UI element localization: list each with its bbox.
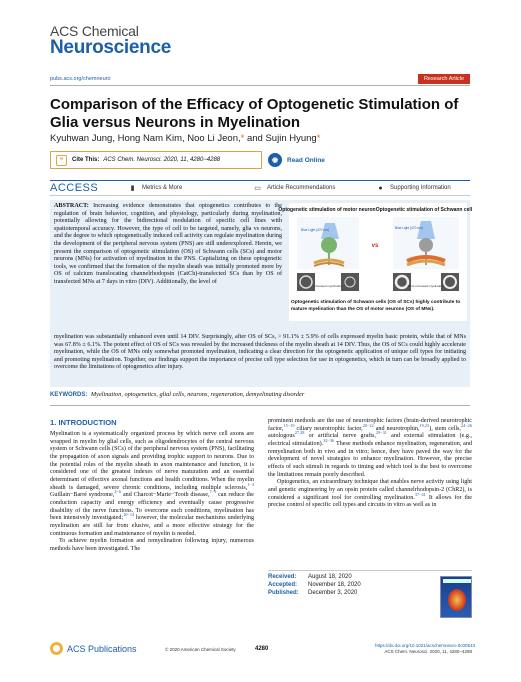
- text-run: ), stem cells,: [429, 425, 461, 432]
- bar-chart-icon: ▮: [130, 184, 135, 192]
- info-dot-icon: ●: [378, 184, 383, 192]
- toc-right-sub: More increased myelination: [407, 284, 445, 288]
- text-run: however, the molecular mechanisms underlying myelination are still far from elusive, and a more effective strategy for the continuous formation and maintenance of myelin is needed.: [50, 515, 254, 537]
- text-run: and external stimulation (e.g., electrical stimulation).: [268, 433, 472, 448]
- received-date: August 18, 2020: [308, 574, 352, 580]
- intro-paragraph-2-continued: [268, 418, 472, 479]
- cite-this-box[interactable]: [50, 151, 262, 169]
- authors-text: Kyuhwan Jung, Hong Nam Kim, Noo Li Jeon,: [50, 133, 241, 144]
- text-run: Optogenetics, an extraordinary technique that enables nerve activity using light and genetic engineering by an opsin protein called channelrhodopsin-2 (ChR2), is considered a significant tool for controlling myelination.: [268, 479, 472, 501]
- reference-link[interactable]: 37−41: [414, 491, 426, 497]
- abstract-label: ABSTRACT:: [54, 203, 89, 209]
- accepted-label: Accepted:: [268, 582, 298, 588]
- cite-label: Cite This:: [72, 157, 100, 163]
- received-label: Received:: [268, 574, 297, 580]
- quote-icon: ❝: [56, 155, 67, 166]
- text-run: These methods enhance myelination, regeneration, and remyelination both in vivo and in vitro; hence, they have paved the way for the development of novel strategies to enhance myelination. However, the precise effects of such stimuli in regards to timing and which tool is the best to overcome the limitations remain poorly described.: [268, 441, 472, 478]
- reference-link[interactable]: 29−31: [375, 430, 387, 436]
- globe-icon: ◉: [268, 153, 282, 167]
- body-column-left: [50, 431, 254, 554]
- text-run: prominent methods are the use of neurotrophic factors (brain-derived neurotrophic factor,: [268, 418, 472, 432]
- cover-image: [448, 589, 466, 611]
- received-date-row: [268, 573, 398, 581]
- page-number: 4280: [255, 646, 269, 652]
- reference-link[interactable]: 1−3: [247, 481, 254, 487]
- header-bar: [50, 74, 470, 86]
- reference-link[interactable]: 20−22: [362, 422, 374, 428]
- metrics-label: Metrics & More: [142, 185, 183, 191]
- reference-link[interactable]: 10−14: [123, 512, 135, 518]
- journal-logo-line1: ACS Chemical: [50, 23, 139, 39]
- introduction-heading: 1. INTRODUCTION: [50, 418, 117, 427]
- acs-publications-logo[interactable]: [50, 642, 137, 655]
- keywords-label: KEYWORDS:: [50, 392, 88, 398]
- acs-logo-icon: [50, 642, 63, 655]
- toc-right-heading: Optogenetic stimulation of Schwann cell: [375, 207, 473, 213]
- journal-url-link[interactable]: pubs.acs.org/chemneuro: [50, 76, 111, 82]
- read-online-button[interactable]: [268, 151, 348, 169]
- reference-link[interactable]: 7−9: [209, 489, 217, 495]
- section-divider: [50, 405, 470, 406]
- cite-reference: ACS Chem. Neurosci. 2020, 11, 4280−4288: [103, 157, 221, 163]
- article-recommendations-button[interactable]: [253, 185, 376, 192]
- keywords-line: [50, 391, 470, 398]
- intro-paragraph-2: To achieve myelin formation and remyelination following injury, numerous methods have been investigated. The: [50, 538, 254, 552]
- abstract-continuation: myelination was substantially enhanced even until 14 DIV. Surprisingly, after OS of SCs, > 91.1% ± 5.9% of cells expressed myelin basic protein, while that of MNs was 67.8% ± 6.1%. The potent effect of OS of SCs was revealed by the increased thickness of the myelin sheath at 14 DIV. Thus, the OS of SCs could highly accelerate myelination, while the OS of MNs only somewhat promoted myelination, indicating a clear direction for the optogenetic application of unique cell types for initiating and promoting myelination. Together, our findings support the importance of precise cell type selection for use in optogenetics, which in turn can be broadly applied to overcome the limitations of optogenetics after injury.: [54, 334, 466, 371]
- reference-link[interactable]: 15−19: [283, 422, 295, 428]
- recommendations-label: Article Recommendations: [267, 185, 336, 191]
- motor-neuron-panel: [297, 217, 359, 269]
- footer-citation: ACS Chem. Neurosci. 2020, 11, 4280−4288: [384, 649, 472, 654]
- published-date: December 3, 2020: [308, 590, 358, 596]
- toc-caption: Optogenetic stimulation of Schwann cells (OS of SCs) highly contribute to mature myelination than the OS of motor neurons (OS of MNs).: [289, 300, 467, 313]
- cover-banner: [443, 579, 471, 583]
- publisher-name: ACS Publications: [67, 643, 137, 654]
- text-run: or artificial nerve grafts,: [304, 433, 376, 440]
- abstract-part1: Increasing evidence demonstrates that optogenetics contributes to the regulation of brain behavior, cognition, and physiology, particularly during myelination, potentially allowing for the bidirectional modulation of specific cell lines with spatiotemporal accuracy. However, the type of cell to be targeted, namely, glia vs neurons, and the degree to which optogenetically induced cell activity can regulate myelination during the development of the peripheral nervous system (PNS) are still underexplored. Herein, we present the comparison of optogenetic stimulation (OS) of Schwann cells (SCs) and motor neurons (MNs) for activation of myelination in the PNS. Capitalizing on these optogenetic tools, we confirmed that the formation of the myelin sheath was initially promoted more by OS of calcium translocating channelrhodopsin (CatCh)-transfected SCs than by OS of transfected MNs at 7 days in vitro (DIV). Additionally, the level of: [54, 203, 282, 285]
- reference-link[interactable]: 24−26: [460, 422, 472, 428]
- published-date-row: [268, 589, 398, 597]
- journal-logo-line2: Neuroscience: [50, 37, 172, 58]
- access-label: ACCESS: [50, 182, 99, 194]
- toc-illustration: [278, 203, 473, 301]
- metrics-more-button[interactable]: [128, 185, 253, 192]
- supporting-label: Supporting Information: [390, 185, 451, 191]
- toc-left-heading: Optogenetic stimulation of motor neuron: [278, 207, 376, 213]
- keywords-text: Myelination, optogenetics, glial cells, neurons, regeneration, demyelinating disorder: [90, 391, 305, 398]
- published-label: Published:: [268, 590, 299, 596]
- author-list: [50, 133, 320, 144]
- text-run: and Charcot−Marie−Tooth disease,: [121, 492, 210, 499]
- supporting-information-button[interactable]: [376, 185, 451, 192]
- text-run: can reduce the conduction capacity and energy efficiency and eventually cause progressive disability of the nerve functions. To overcome such conditions, myelination has been intensively investigated;: [50, 492, 254, 522]
- corresponding-author-mark[interactable]: *: [240, 133, 245, 144]
- authors-text-last: and Sujin Hyung: [244, 133, 317, 144]
- reference-link[interactable]: 4−6: [114, 489, 122, 495]
- blue-light-label: Blue Light (470 nm): [301, 228, 329, 232]
- text-run: It allows for the precise control of specific cell types and circuits in vitro as well as in: [268, 494, 472, 509]
- journal-logo[interactable]: [50, 24, 171, 57]
- text-run: and neurotrophin,: [373, 425, 420, 432]
- reference-link[interactable]: 27,28: [294, 430, 305, 436]
- accepted-date: November 18, 2020: [308, 582, 361, 588]
- article-dates: [268, 573, 398, 597]
- intro-paragraph-3: [268, 479, 472, 510]
- intro-paragraph-1: [50, 431, 254, 538]
- text-run: Guillain−Barré syndrome,: [50, 492, 115, 499]
- dates-divider: [268, 570, 472, 571]
- micrograph-thumb: [341, 273, 359, 291]
- read-online-label: Read Online: [287, 156, 325, 164]
- article-type-badge: Research Article: [418, 74, 470, 84]
- reference-link[interactable]: 19,23: [419, 422, 430, 428]
- reference-link[interactable]: 32−36: [323, 438, 335, 444]
- schwann-cell-panel: [393, 217, 459, 269]
- text-run: ciliary neurotrophic factor,: [294, 425, 363, 432]
- accepted-date-row: [268, 581, 398, 589]
- access-bar: [50, 180, 470, 196]
- toc-left-sub: Increased myelination: [313, 284, 343, 288]
- document-icon: ▭: [254, 184, 261, 192]
- doi-link[interactable]: https://dx.doi.org/10.1021/acschemneuro.0c00543: [375, 643, 476, 648]
- abstract-text: [54, 203, 282, 287]
- copyright-notice: © 2020 American Chemical Society: [165, 647, 236, 652]
- text-run: Myelination is a systematically organized process by which nerve cell axons are wrapped in myelin by glial cells, such as oligodendrocytes of the central nervous system or Schwann cells (SCs) of the peripheral nervous system (PNS), facilitating the propagation of axon signals and providing trophic support to neurons. Due to the potential roles of the myelin sheath in axon maintenance and function, it is considered one of the greatest indexes of nerve maturation and an essential determinant of effective axonal functions and health conditions. When the myelin sheath is damaged, severe chronic conditions, including multiple sclerosis,: [50, 431, 254, 491]
- corresponding-author-mark[interactable]: *: [316, 133, 321, 144]
- versus-label: vs: [371, 243, 379, 249]
- blue-light-label: Blue Light (470 nm): [395, 226, 423, 230]
- doi-block: [375, 643, 476, 655]
- text-run: autologous: [268, 433, 295, 440]
- body-column-right: [268, 418, 472, 510]
- journal-cover-thumbnail[interactable]: [440, 576, 472, 618]
- article-title: Comparison of the Efficacy of Optogenetic Stimulation of Glia versus Neurons in Myelination: [50, 96, 459, 131]
